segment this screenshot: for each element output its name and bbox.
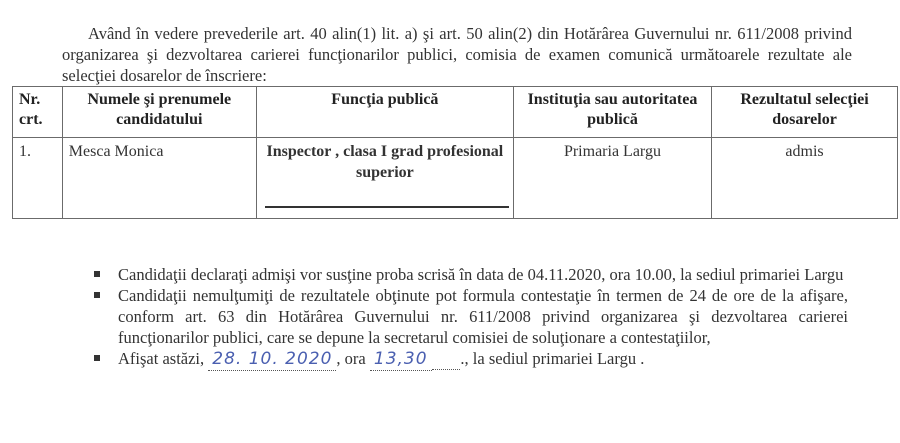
header-institution: Instituţia sau autoritatea publică [513,87,711,138]
cell-result: admis [712,138,898,219]
table-header-row [13,87,898,138]
list-item [88,264,848,285]
table-row [13,138,898,219]
header-nr: Nr. crt. [13,87,63,138]
intro-text: Având în vedere prevederile art. 40 alin(1) lit. a) şi art. 50 alin(2) din Hotărârea Guvernului nr. 611/2008 privind organizarea şi dezvoltarea carierei funcţionarilor publici, comisia de examen comunică următoarele rezultate ale selecţiei dosarelor de înscriere: [62,23,852,85]
handwritten-date: 28. 10. 2020 [208,349,336,371]
handwritten-time: 13,30 [370,349,432,371]
dotted-filler [432,348,461,370]
note-text-1: Candidaţii declaraţi admişi vor susţine proba scrisă în data de 04.11.2020, ora 10.00, la sediul primariei Largu [118,265,844,284]
cell-function-text: Inspector , clasa I grad profesional superior [266,143,504,181]
notes-list [88,264,848,371]
cell-nr: 1. [13,138,63,219]
bullet-icon [94,292,100,298]
function-underline [265,206,509,208]
list-item [88,348,848,371]
header-result: Rezultatul selecţiei dosarelor [712,87,898,138]
header-name: Numele şi prenumele candidatului [62,87,256,138]
cell-institution: Primaria Largu [513,138,711,219]
bullet-icon [94,355,100,361]
header-function: Funcţia publică [256,87,513,138]
results-table [12,86,898,219]
note-text-2: Candidaţii nemulţumiţi de rezultatele obţinute pot formula contestaţie în termen de 24 de ore de la afişare, conform art. 63 din Hotărârea Guvernului nr. 611/2008 privind organizarea şi dezvoltarea carierei funcţionarilor publici, care se depune la secretarul comisiei de soluţionare a contestaţiilor, [118,286,848,347]
posted-prefix: Afişat astăzi, [118,349,205,368]
cell-name: Mesca Monica [62,138,256,219]
bullet-icon [94,271,100,277]
cell-function [256,138,513,219]
posted-suffix: ., la sediul primariei Largu . [460,349,645,368]
list-item [88,285,848,348]
posted-time-label: , ora [336,349,366,368]
intro-paragraph [62,23,852,86]
